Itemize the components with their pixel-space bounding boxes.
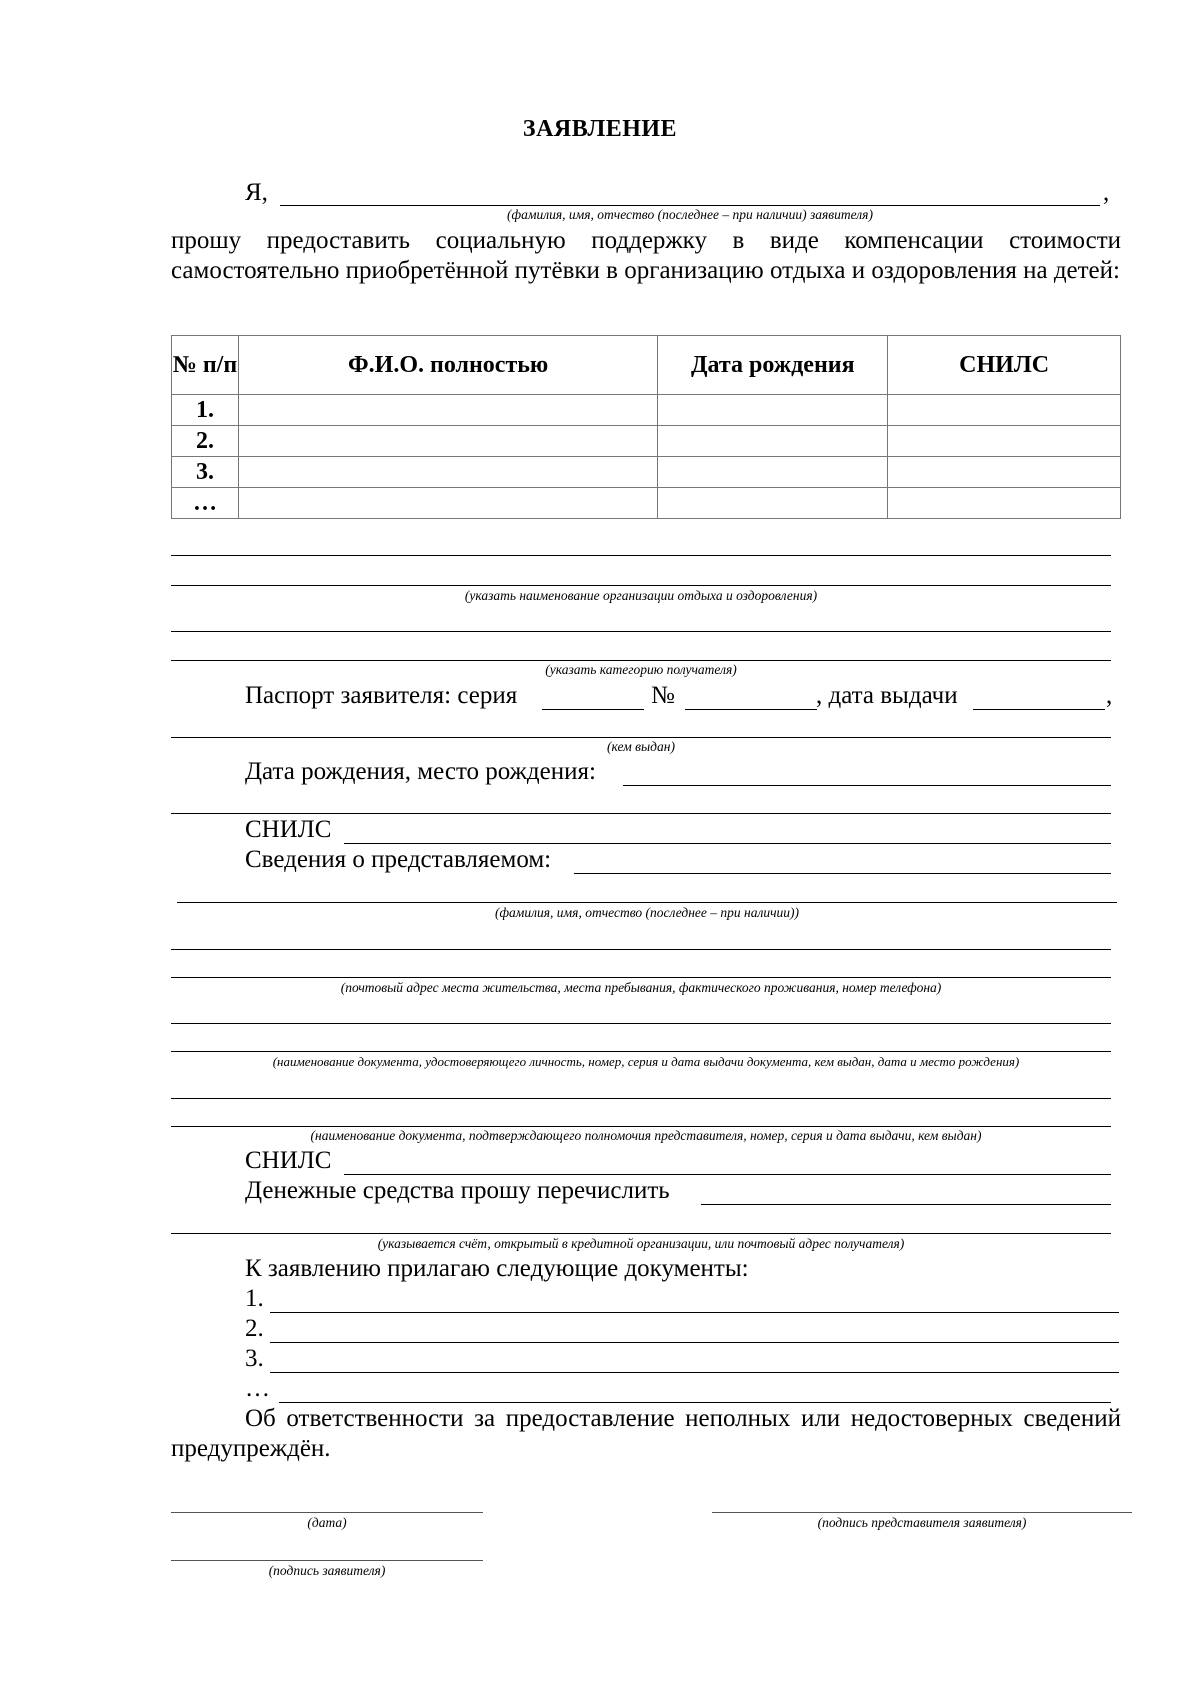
row-number: 2. [172,426,239,457]
child-name-cell[interactable] [238,457,658,488]
applicant-signature-field[interactable] [171,1560,483,1561]
representative-label: Сведения о представляемом: [245,846,552,873]
passport-trailing-comma: , [1106,682,1113,709]
passport-number-field[interactable] [685,709,817,710]
children-table [171,335,1121,519]
column-header-number: № п/п [172,336,239,395]
representative-field-line-1[interactable] [574,873,1111,874]
applicant-name-hint: (фамилия, имя, отчество (последнее – при наличии) заявителя) [507,207,873,222]
representative-snils-field[interactable] [344,1174,1111,1175]
child-name-cell[interactable] [238,395,658,426]
column-header-full-name: Ф.И.О. полностью [238,336,658,395]
birth-label: Дата рождения, место рождения: [245,758,596,785]
date-hint: (дата) [307,1515,347,1530]
child-birth-date-cell[interactable] [658,457,888,488]
authority-document-hint: (наименование документа, подтверждающего полномочия представителя, номер, серия и дата выдачи, кем выдан) [310,1128,982,1143]
child-snils-cell[interactable] [888,426,1121,457]
passport-number-label: № [651,682,675,709]
request-paragraph: прошу предоставить социальную поддержку в виде компенсации стоимости самостоятельно приобретённой путёвки в организацию отдыха и оздоровления на детей: [171,227,1121,284]
money-field-line-2[interactable] [171,1233,1111,1234]
attachment-number: 3. [245,1345,264,1372]
row-number: 3. [172,457,239,488]
money-field-line-1[interactable] [701,1204,1111,1205]
child-snils-cell[interactable] [888,395,1121,426]
table-row [172,488,1121,519]
representative-name-hint: (фамилия, имя, отчество (последнее – при наличии)) [494,905,800,920]
attachment-field-3[interactable] [270,1372,1119,1373]
table-row [172,457,1121,488]
table-header-row [172,336,1121,395]
child-birth-date-cell[interactable] [658,426,888,457]
child-snils-cell[interactable] [888,457,1121,488]
table-row [172,395,1121,426]
child-snils-cell[interactable] [888,488,1121,519]
applicant-signature-hint: (подпись заявителя) [268,1563,386,1578]
child-name-cell[interactable] [238,426,658,457]
attachment-field-2[interactable] [270,1342,1119,1343]
attachment-field-1[interactable] [270,1312,1119,1313]
liability-paragraph: Об ответственности за предоставление неполных или недостоверных сведений предупреждён. [171,1405,1121,1462]
address-field-line-1[interactable] [171,949,1111,950]
id-document-field-line-1[interactable] [171,1023,1111,1024]
column-header-birth-date: Дата рождения [658,336,888,395]
passport-series-label: Паспорт заявителя: серия [245,682,518,709]
address-hint: (почтовый адрес места жительства, места пребывания, фактического проживания, номер телефона) [340,980,942,995]
authority-document-field-line-2[interactable] [171,1126,1111,1127]
authority-document-field-line-1[interactable] [171,1098,1111,1099]
attachment-field-more[interactable] [279,1402,1111,1403]
document-title: ЗАЯВЛЕНИЕ [522,116,678,142]
applicant-prefix: Я, [245,179,268,206]
representative-snils-label: СНИЛС [245,1147,332,1174]
id-document-field-line-2[interactable] [171,1051,1111,1052]
snils-field[interactable] [344,843,1111,844]
money-label: Денежные средства прошу перечислить [245,1177,670,1204]
category-field-line-1[interactable] [171,631,1111,632]
representative-name-field[interactable] [177,902,1117,903]
column-header-snils: СНИЛС [888,336,1121,395]
category-hint: (указать категорию получателя) [545,662,737,677]
passport-date-field[interactable] [973,709,1105,710]
passport-series-field[interactable] [542,709,644,710]
applicant-name-field[interactable] [280,205,1100,206]
birth-field-line-1[interactable] [623,785,1111,786]
attachment-number: 1. [245,1285,264,1312]
passport-date-label: , дата выдачи [816,682,958,709]
issued-by-hint: (кем выдан) [607,739,675,754]
snils-label: СНИЛС [245,816,332,843]
organization-field-line-2[interactable] [171,585,1111,586]
category-field-line-2[interactable] [171,660,1111,661]
organization-field-line-1[interactable] [171,555,1111,556]
table-row [172,426,1121,457]
birth-field-line-2[interactable] [171,813,1111,814]
organization-hint: (указать наименование организации отдыха и оздоровления) [464,588,818,603]
attachment-number: … [245,1375,270,1402]
child-birth-date-cell[interactable] [658,488,888,519]
child-name-cell[interactable] [238,488,658,519]
row-number: … [172,488,239,519]
attachments-label: К заявлению прилагаю следующие документы: [245,1255,749,1282]
attachment-number: 2. [245,1315,264,1342]
account-hint: (указывается счёт, открытый в кредитной организации, или почтовый адрес получателя) [377,1236,905,1251]
representative-signature-hint: (подпись представителя заявителя) [817,1515,1027,1530]
date-field[interactable] [171,1512,483,1513]
row-number: 1. [172,395,239,426]
passport-issued-by-field[interactable] [171,737,1111,738]
applicant-suffix: , [1103,179,1110,206]
address-field-line-2[interactable] [171,977,1111,978]
id-document-hint: (наименование документа, удостоверяющего личность, номер, серия и дата выдачи документа, кем выдан, дата и место рождения) [272,1054,1020,1069]
representative-signature-field[interactable] [712,1512,1132,1513]
child-birth-date-cell[interactable] [658,395,888,426]
